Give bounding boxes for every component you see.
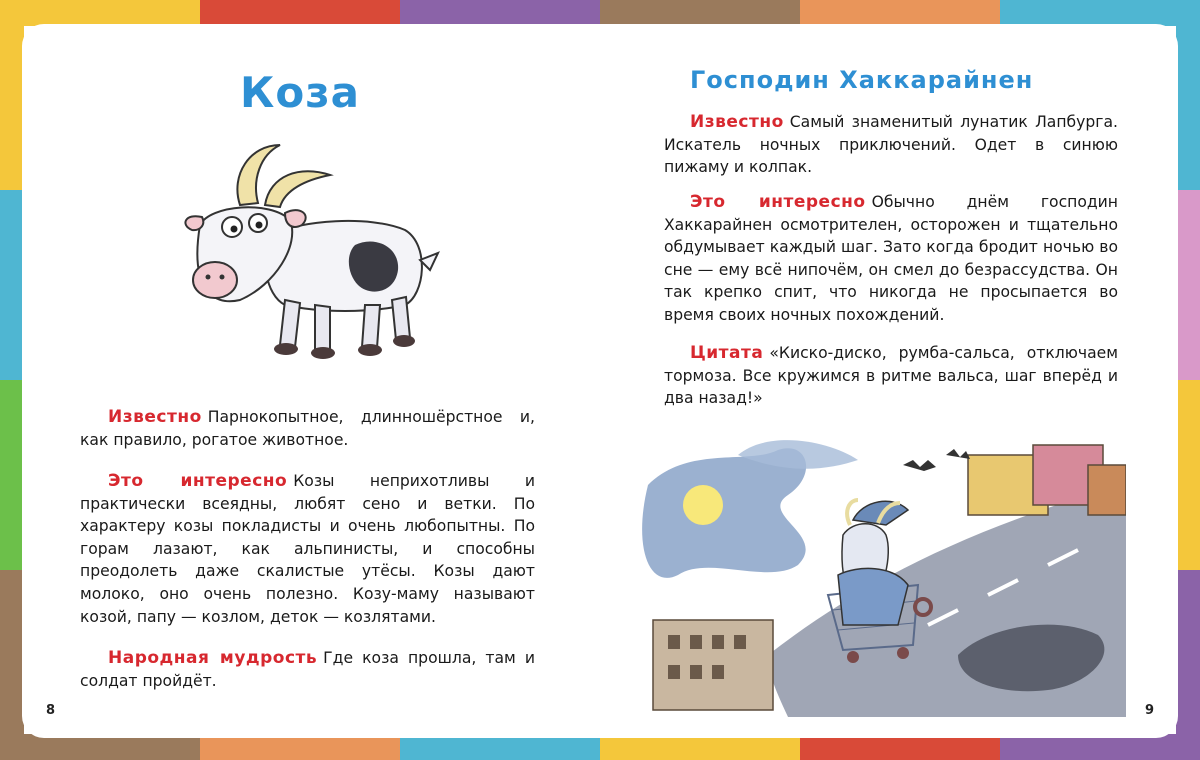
stripe-segment — [200, 0, 400, 26]
stripe-segment — [1000, 0, 1200, 26]
left-page-title: Коза — [240, 68, 360, 117]
paragraph-text: «Киско-диско, румба-сальса, отключаем тормоза. Все кружимся в ритме вальса, шаг вперёд и два назад!» — [664, 344, 1118, 408]
left-paragraph-folk-wisdom — [80, 647, 535, 692]
stripe-segment — [600, 0, 800, 26]
paragraph-lead: Народная мудрость — [108, 648, 318, 668]
paragraph-text: Самый знаменитый лунатик Лапбурга. Искатель ночных приключений. Одет в синюю пижаму и колпак. — [664, 113, 1118, 177]
paragraph-lead: Это интересно — [690, 192, 866, 212]
stripe-segment — [1176, 0, 1200, 190]
stripe-segment — [0, 0, 200, 26]
stripe-segment — [800, 0, 1000, 26]
stripe-segment — [400, 0, 600, 26]
paragraph-text: Парнокопытное, длинношёрстное и, как правило, рогатое животное. — [80, 408, 535, 449]
right-page-title: Господин Хаккарайнен — [690, 66, 1034, 94]
goat-illustration — [180, 135, 445, 375]
right-paragraph-interesting — [664, 191, 1118, 327]
stripe-segment — [0, 380, 24, 570]
top-color-stripe — [0, 0, 1200, 26]
right-paragraph-quote — [664, 342, 1118, 410]
stripe-segment — [0, 570, 24, 760]
sleepwalking-goat-scene — [628, 425, 1126, 717]
paragraph-text: Где коза прошла, там и солдат пройдёт. — [80, 649, 535, 690]
stripe-segment — [1176, 570, 1200, 760]
left-paragraph-interesting — [80, 470, 535, 628]
left-page-number: 8 — [46, 703, 56, 718]
paragraph-lead: Цитата — [690, 343, 764, 363]
paragraph-lead: Известно — [690, 112, 784, 132]
left-paragraph-known — [80, 406, 535, 451]
right-page-number: 9 — [1145, 703, 1155, 718]
right-paragraph-known — [664, 111, 1118, 179]
left-color-stripe — [0, 0, 24, 760]
stripe-segment — [0, 190, 24, 380]
right-color-stripe — [1176, 0, 1200, 760]
paragraph-lead: Известно — [108, 407, 202, 427]
paragraph-text: Обычно днём господин Хаккарайнен осмотрителен, осторожен и тщательно обдумывает каждый шаг. Зато когда бродит ночью во сне — ему всё нипочём, он смел до безрассудства. Он так крепко спит, что никогда не просыпается во время своих ночных похождений. — [664, 193, 1118, 324]
stripe-segment — [0, 0, 24, 190]
paragraph-lead: Это интересно — [108, 471, 288, 491]
paragraph-text: Козы неприхотливы и практически всеядны, любят сено и ветки. По характеру козы покладисты и очень любопытны. По горам лазают, как альпинисты, и способны преодолеть даже скалистые утёсы. Козы дают молоко, оно очень полезно. Козу-маму называют козой, папу — козлом, деток — козлятами. — [80, 472, 535, 626]
stripe-segment — [1176, 190, 1200, 380]
stripe-segment — [1176, 380, 1200, 570]
